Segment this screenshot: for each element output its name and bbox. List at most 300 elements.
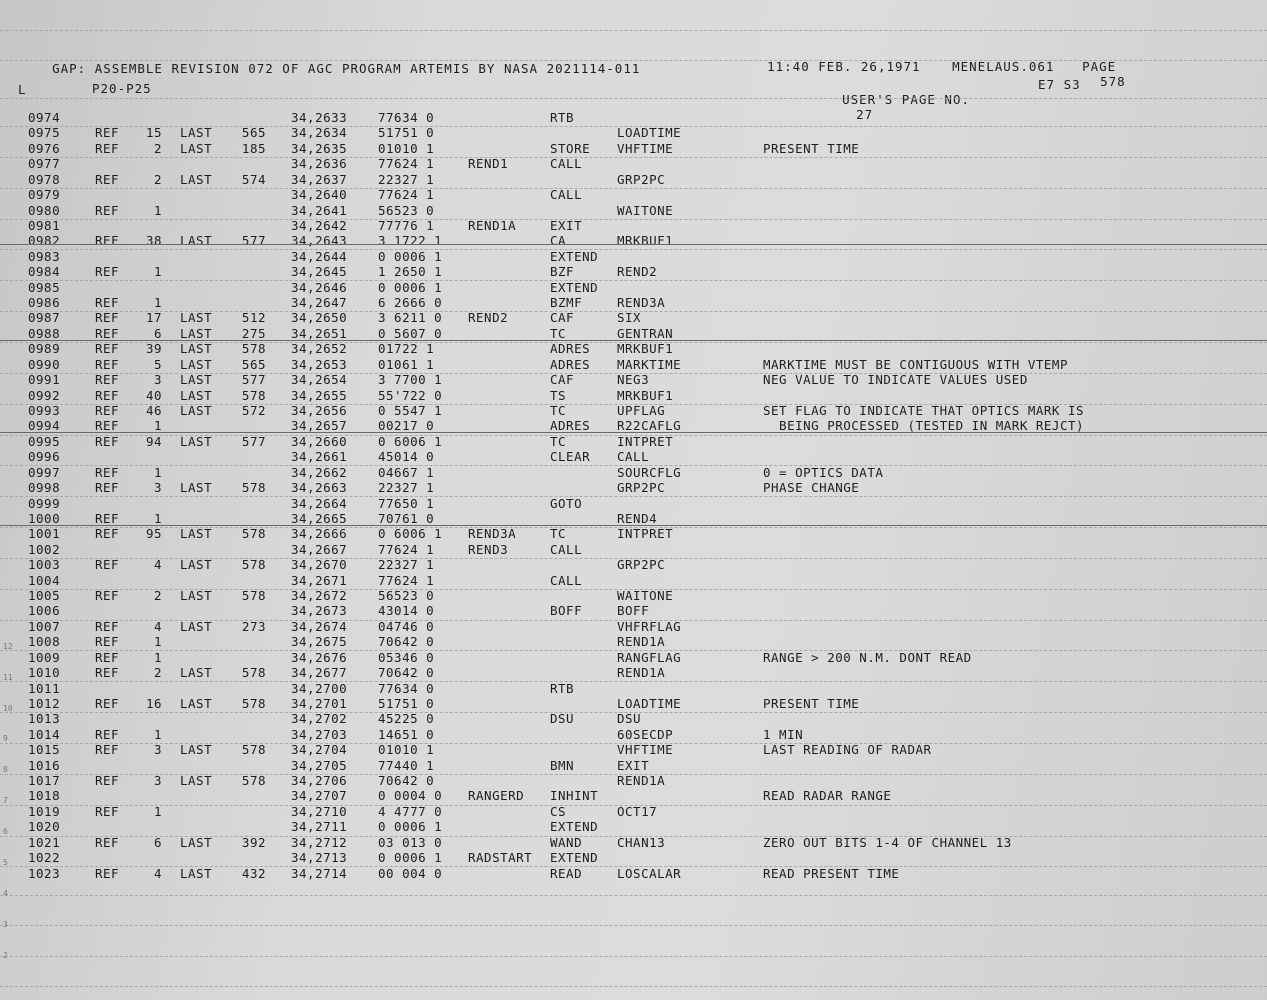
line-number: 0974 [28, 110, 61, 125]
address: 34,2651 [291, 325, 348, 341]
line-number: 1021 [28, 834, 61, 850]
last-keyword: LAST [180, 171, 213, 187]
octal-word: 04746 0 [378, 618, 435, 634]
comment: PHASE CHANGE [763, 480, 860, 496]
octal-word: 56523 0 [378, 202, 435, 218]
line-number: 1000 [28, 510, 61, 526]
octal-word: 0 0006 1 [378, 279, 443, 295]
last-keyword: LAST [180, 480, 213, 496]
address: 34,2654 [291, 372, 348, 388]
table-row [0, 218, 1267, 233]
last-page: 578 [241, 773, 266, 789]
last-page: 578 [241, 557, 266, 573]
comment: 1 MIN [763, 726, 804, 742]
line-number: 0998 [28, 480, 61, 496]
ref-keyword: REF [95, 202, 120, 218]
last-keyword: LAST [180, 773, 213, 789]
last-page: 578 [241, 588, 266, 604]
last-page: 578 [241, 387, 266, 403]
last-page: 273 [241, 618, 266, 634]
table-row [0, 850, 1267, 865]
line-number: 0999 [28, 495, 61, 511]
line-number: 0986 [28, 295, 61, 311]
table-row [0, 634, 1267, 649]
table-row [0, 310, 1267, 325]
line-number: 1008 [28, 634, 61, 650]
address: 34,2671 [291, 572, 348, 588]
margin-mark: 3 [3, 920, 8, 929]
last-keyword: LAST [180, 356, 213, 372]
operand: GRP2PC [617, 480, 666, 496]
rule-line [0, 157, 1267, 158]
line-number: 0975 [28, 125, 61, 141]
margin-mark: 11 [3, 673, 13, 682]
table-row [0, 773, 1267, 788]
line-number: 1004 [28, 572, 61, 588]
last-page: 577 [241, 233, 266, 249]
octal-word: 55'722 0 [378, 387, 443, 403]
users-page-number: 27 [856, 107, 874, 122]
table-row [0, 650, 1267, 665]
symbol-label: REND2 [468, 310, 509, 326]
line-number: 0990 [28, 356, 61, 372]
octal-word: 1 2650 1 [378, 264, 443, 280]
line-number: 0997 [28, 464, 61, 480]
ref-keyword: REF [95, 742, 120, 758]
address: 34,2657 [291, 418, 348, 434]
address: 34,2675 [291, 634, 348, 650]
octal-word: 77634 0 [378, 680, 435, 696]
line-number: 0976 [28, 140, 61, 156]
last-page: 432 [241, 865, 266, 881]
operand: GENTRAN [617, 325, 674, 341]
table-row [0, 295, 1267, 310]
address: 34,2700 [291, 680, 348, 696]
header-page [1048, 44, 1126, 104]
operand: REND3A [617, 295, 666, 311]
operand: REND2 [617, 264, 658, 280]
octal-word: 0 0006 1 [378, 819, 443, 835]
opcode: TC [550, 402, 567, 418]
operand: INTPRET [617, 526, 674, 542]
address: 34,2641 [291, 202, 348, 218]
rule-line [0, 805, 1267, 806]
line-number: 0985 [28, 279, 61, 295]
opcode: EXTEND [550, 819, 599, 835]
octal-word: 01722 1 [378, 341, 435, 357]
opcode: CALL [550, 156, 583, 172]
octal-word: 70642 0 [378, 665, 435, 681]
opcode: CAF [550, 310, 575, 326]
ref-keyword: REF [95, 480, 120, 496]
ref-keyword: REF [95, 140, 120, 156]
operand: REND1A [617, 665, 666, 681]
table-row [0, 819, 1267, 834]
last-page: 578 [241, 742, 266, 758]
octal-word: 14651 0 [378, 726, 435, 742]
address: 34,2660 [291, 433, 348, 449]
last-page: 565 [241, 356, 266, 372]
octal-word: 0 6006 1 [378, 433, 443, 449]
table-row [0, 449, 1267, 464]
separator-line [0, 432, 1267, 433]
opcode: EXTEND [550, 279, 599, 295]
assembly-title: GAP: ASSEMBLE REVISION 072 OF AGC PROGRAM ARTEMIS BY NASA 2021114-011 [52, 61, 641, 76]
address: 34,2643 [291, 233, 348, 249]
table-row [0, 526, 1267, 541]
table-row [0, 542, 1267, 557]
operand: CALL [617, 449, 650, 465]
opcode: CALL [550, 187, 583, 203]
octal-word: 45014 0 [378, 449, 435, 465]
ref-count: 6 [153, 834, 162, 850]
octal-word: 43014 0 [378, 603, 435, 619]
ref-keyword: REF [95, 510, 120, 526]
ref-count: 1 [153, 202, 162, 218]
operand: MARKTIME [617, 356, 682, 372]
margin-mark: 2 [3, 951, 8, 960]
rule-line [0, 650, 1267, 651]
opcode: CLEAR [550, 449, 591, 465]
address: 34,2642 [291, 217, 348, 233]
page-label: PAGE [1082, 59, 1117, 74]
table-row [0, 465, 1267, 480]
address: 34,2633 [291, 110, 348, 125]
address: 34,2663 [291, 480, 348, 496]
rule-line [0, 404, 1267, 405]
ref-count: 3 [153, 742, 162, 758]
margin-mark: 10 [3, 704, 13, 713]
operand: MRKBUF1 [617, 387, 674, 403]
address: 34,2705 [291, 757, 348, 773]
opcode: BOFF [550, 603, 583, 619]
rule-line [0, 188, 1267, 189]
line-number: 0984 [28, 264, 61, 280]
section-title: P20-P25 [92, 81, 152, 96]
octal-word: 77624 1 [378, 541, 435, 557]
last-keyword: LAST [180, 341, 213, 357]
rule-line [0, 743, 1267, 744]
comment: LAST READING OF RADAR [763, 742, 932, 758]
rule-line [0, 60, 1267, 61]
rule-line [0, 681, 1267, 682]
ref-count: 46 [145, 402, 162, 418]
octal-word: 0 5607 0 [378, 325, 443, 341]
ref-count: 2 [153, 140, 162, 156]
octal-word: 3 7700 1 [378, 372, 443, 388]
last-page: 574 [241, 171, 266, 187]
separator-line [0, 244, 1267, 245]
last-keyword: LAST [180, 865, 213, 881]
opcode: CALL [550, 572, 583, 588]
line-number: 0982 [28, 233, 61, 249]
rule-line [0, 527, 1267, 528]
operand: 60SECDP [617, 726, 674, 742]
table-row [0, 172, 1267, 187]
octal-word: 01010 1 [378, 140, 435, 156]
ref-count: 39 [145, 341, 162, 357]
ref-count: 1 [153, 510, 162, 526]
timestamp: 11:40 FEB. 26,1971 [767, 59, 921, 74]
table-row [0, 603, 1267, 618]
octal-word: 01061 1 [378, 356, 435, 372]
operand: VHFTIME [617, 742, 674, 758]
ref-count: 2 [153, 588, 162, 604]
line-number: 1019 [28, 803, 61, 819]
line-number: 0977 [28, 156, 61, 172]
octal-word: 04667 1 [378, 464, 435, 480]
symbol-label: REND3A [468, 526, 517, 542]
opcode: TC [550, 325, 567, 341]
operand: GRP2PC [617, 171, 666, 187]
octal-word: 6 2666 0 [378, 295, 443, 311]
rule-line [0, 836, 1267, 837]
opcode: GOTO [550, 495, 583, 511]
table-row [0, 187, 1267, 202]
table-row [0, 665, 1267, 680]
operand: WAITONE [617, 588, 674, 604]
line-number: 0980 [28, 202, 61, 218]
table-row [0, 280, 1267, 295]
line-number: 1018 [28, 788, 61, 804]
opcode: BZMF [550, 295, 583, 311]
line-number: 1012 [28, 695, 61, 711]
line-number: 0993 [28, 402, 61, 418]
ref-keyword: REF [95, 341, 120, 357]
rule-line [0, 558, 1267, 559]
last-keyword: LAST [180, 695, 213, 711]
ref-count: 1 [153, 649, 162, 665]
ref-count: 3 [153, 372, 162, 388]
ref-count: 4 [153, 618, 162, 634]
opcode: RTB [550, 110, 575, 125]
line-number: 0996 [28, 449, 61, 465]
octal-word: 05346 0 [378, 649, 435, 665]
octal-word: 70642 0 [378, 634, 435, 650]
symbol-label: REND1 [468, 156, 509, 172]
address: 34,2667 [291, 541, 348, 557]
table-row [0, 681, 1267, 696]
ref-keyword: REF [95, 372, 120, 388]
comment: NEG VALUE TO INDICATE VALUES USED [763, 372, 1028, 388]
ref-keyword: REF [95, 356, 120, 372]
last-keyword: LAST [180, 557, 213, 573]
address: 34,2673 [291, 603, 348, 619]
address: 34,2644 [291, 248, 348, 264]
last-keyword: LAST [180, 140, 213, 156]
table-row [0, 619, 1267, 634]
line-number: 0995 [28, 433, 61, 449]
opcode: CALL [550, 541, 583, 557]
opcode: TC [550, 526, 567, 542]
line-number: 1010 [28, 665, 61, 681]
comment: SET FLAG TO INDICATE THAT OPTICS MARK IS [763, 402, 1085, 418]
ref-keyword: REF [95, 634, 120, 650]
table-row [0, 357, 1267, 372]
last-page: 578 [241, 341, 266, 357]
ref-keyword: REF [95, 387, 120, 403]
opcode: EXIT [550, 217, 583, 233]
line-number: 1009 [28, 649, 61, 665]
octal-word: 03 013 0 [378, 834, 443, 850]
octal-word: 56523 0 [378, 588, 435, 604]
symbol-label: RANGERD [468, 788, 525, 804]
table-row [0, 696, 1267, 711]
margin-mark: 9 [3, 734, 8, 743]
octal-word: 22327 1 [378, 480, 435, 496]
table-row [0, 480, 1267, 495]
comment: BEING PROCESSED (TESTED IN MARK REJCT) [763, 418, 1085, 434]
opcode: ADRES [550, 341, 591, 357]
line-number: 0989 [28, 341, 61, 357]
margin-mark: 6 [3, 827, 8, 836]
operand: SIX [617, 310, 642, 326]
opcode: ADRES [550, 418, 591, 434]
line-number: 0994 [28, 418, 61, 434]
operand: CHAN13 [617, 834, 666, 850]
address: 34,2650 [291, 310, 348, 326]
ref-keyword: REF [95, 665, 120, 681]
table-row [0, 388, 1267, 403]
ref-keyword: REF [95, 125, 120, 141]
operand: OCT17 [617, 803, 658, 819]
octal-word: 22327 1 [378, 557, 435, 573]
ref-count: 2 [153, 171, 162, 187]
table-row [0, 156, 1267, 171]
symbol-label: REND3 [468, 541, 509, 557]
operand: EXIT [617, 757, 650, 773]
octal-word: 00217 0 [378, 418, 435, 434]
table-row [0, 249, 1267, 264]
line-number: 0979 [28, 187, 61, 203]
rule-line [0, 219, 1267, 220]
last-keyword: LAST [180, 618, 213, 634]
comment: READ PRESENT TIME [763, 865, 900, 881]
ref-keyword: REF [95, 526, 120, 542]
last-page: 577 [241, 433, 266, 449]
octal-word: 77634 0 [378, 110, 435, 125]
last-keyword: LAST [180, 310, 213, 326]
address: 34,2714 [291, 865, 348, 881]
table-row [0, 203, 1267, 218]
address: 34,2702 [291, 711, 348, 727]
ref-keyword: REF [95, 557, 120, 573]
opcode: EXTEND [550, 248, 599, 264]
ref-keyword: REF [95, 726, 120, 742]
rule-line [0, 774, 1267, 775]
rule-line [0, 712, 1267, 713]
opcode: STORE [550, 140, 591, 156]
ref-count: 1 [153, 803, 162, 819]
margin-mark: 5 [3, 858, 8, 867]
opcode: CAF [550, 372, 575, 388]
opcode: BZF [550, 264, 575, 280]
line-number: 0988 [28, 325, 61, 341]
ref-keyword: REF [95, 295, 120, 311]
octal-word: 77624 1 [378, 572, 435, 588]
ref-keyword: REF [95, 433, 120, 449]
ref-keyword: REF [95, 418, 120, 434]
ref-keyword: REF [95, 588, 120, 604]
address: 34,2674 [291, 618, 348, 634]
address: 34,2711 [291, 819, 348, 835]
margin-mark: 4 [3, 889, 8, 898]
rule-line [0, 925, 1267, 926]
last-page: 572 [241, 402, 266, 418]
operand: MRKBUF1 [617, 233, 674, 249]
last-keyword: LAST [180, 433, 213, 449]
left-mark: L [18, 82, 27, 97]
address: 34,2662 [291, 464, 348, 480]
line-number: 1003 [28, 557, 61, 573]
rule-line [0, 435, 1267, 436]
last-page: 512 [241, 310, 266, 326]
ref-keyword: REF [95, 464, 120, 480]
operand: LOSCALAR [617, 865, 682, 881]
table-row [0, 403, 1267, 418]
last-keyword: LAST [180, 387, 213, 403]
ref-keyword: REF [95, 171, 120, 187]
table-row [0, 758, 1267, 773]
table-row [0, 511, 1267, 526]
rule-line [0, 249, 1267, 250]
ref-count: 94 [145, 433, 162, 449]
table-row [0, 727, 1267, 742]
line-number: 1005 [28, 588, 61, 604]
ref-count: 40 [145, 387, 162, 403]
comment: PRESENT TIME [763, 695, 860, 711]
rule-line [0, 620, 1267, 621]
table-row [0, 141, 1267, 156]
last-page: 578 [241, 526, 266, 542]
octal-word: 77624 1 [378, 187, 435, 203]
rule-line [0, 589, 1267, 590]
octal-word: 70642 0 [378, 773, 435, 789]
octal-word: 3 1722 1 [378, 233, 443, 249]
ref-count: 1 [153, 418, 162, 434]
last-page: 275 [241, 325, 266, 341]
ref-count: 1 [153, 464, 162, 480]
ref-count: 38 [145, 233, 162, 249]
separator-line [0, 340, 1267, 341]
ref-count: 1 [153, 634, 162, 650]
last-page: 392 [241, 834, 266, 850]
opcode: TC [550, 433, 567, 449]
address: 34,2670 [291, 557, 348, 573]
address: 34,2677 [291, 665, 348, 681]
rule-line [0, 465, 1267, 466]
operand: REND1A [617, 773, 666, 789]
line-number: 0981 [28, 217, 61, 233]
address: 34,2672 [291, 588, 348, 604]
address: 34,2640 [291, 187, 348, 203]
rule-line [0, 496, 1267, 497]
address: 34,2664 [291, 495, 348, 511]
octal-word: 0 0004 0 [378, 788, 443, 804]
last-keyword: LAST [180, 372, 213, 388]
table-row [0, 557, 1267, 572]
ref-count: 2 [153, 665, 162, 681]
ref-keyword: REF [95, 865, 120, 881]
ref-keyword: REF [95, 695, 120, 711]
comment: MARKTIME MUST BE CONTIGUOUS WITH VTEMP [763, 356, 1068, 372]
operand: REND4 [617, 510, 658, 526]
opcode: TS [550, 387, 567, 403]
address: 34,2646 [291, 279, 348, 295]
ref-keyword: REF [95, 402, 120, 418]
rule-line [0, 986, 1267, 987]
last-keyword: LAST [180, 588, 213, 604]
